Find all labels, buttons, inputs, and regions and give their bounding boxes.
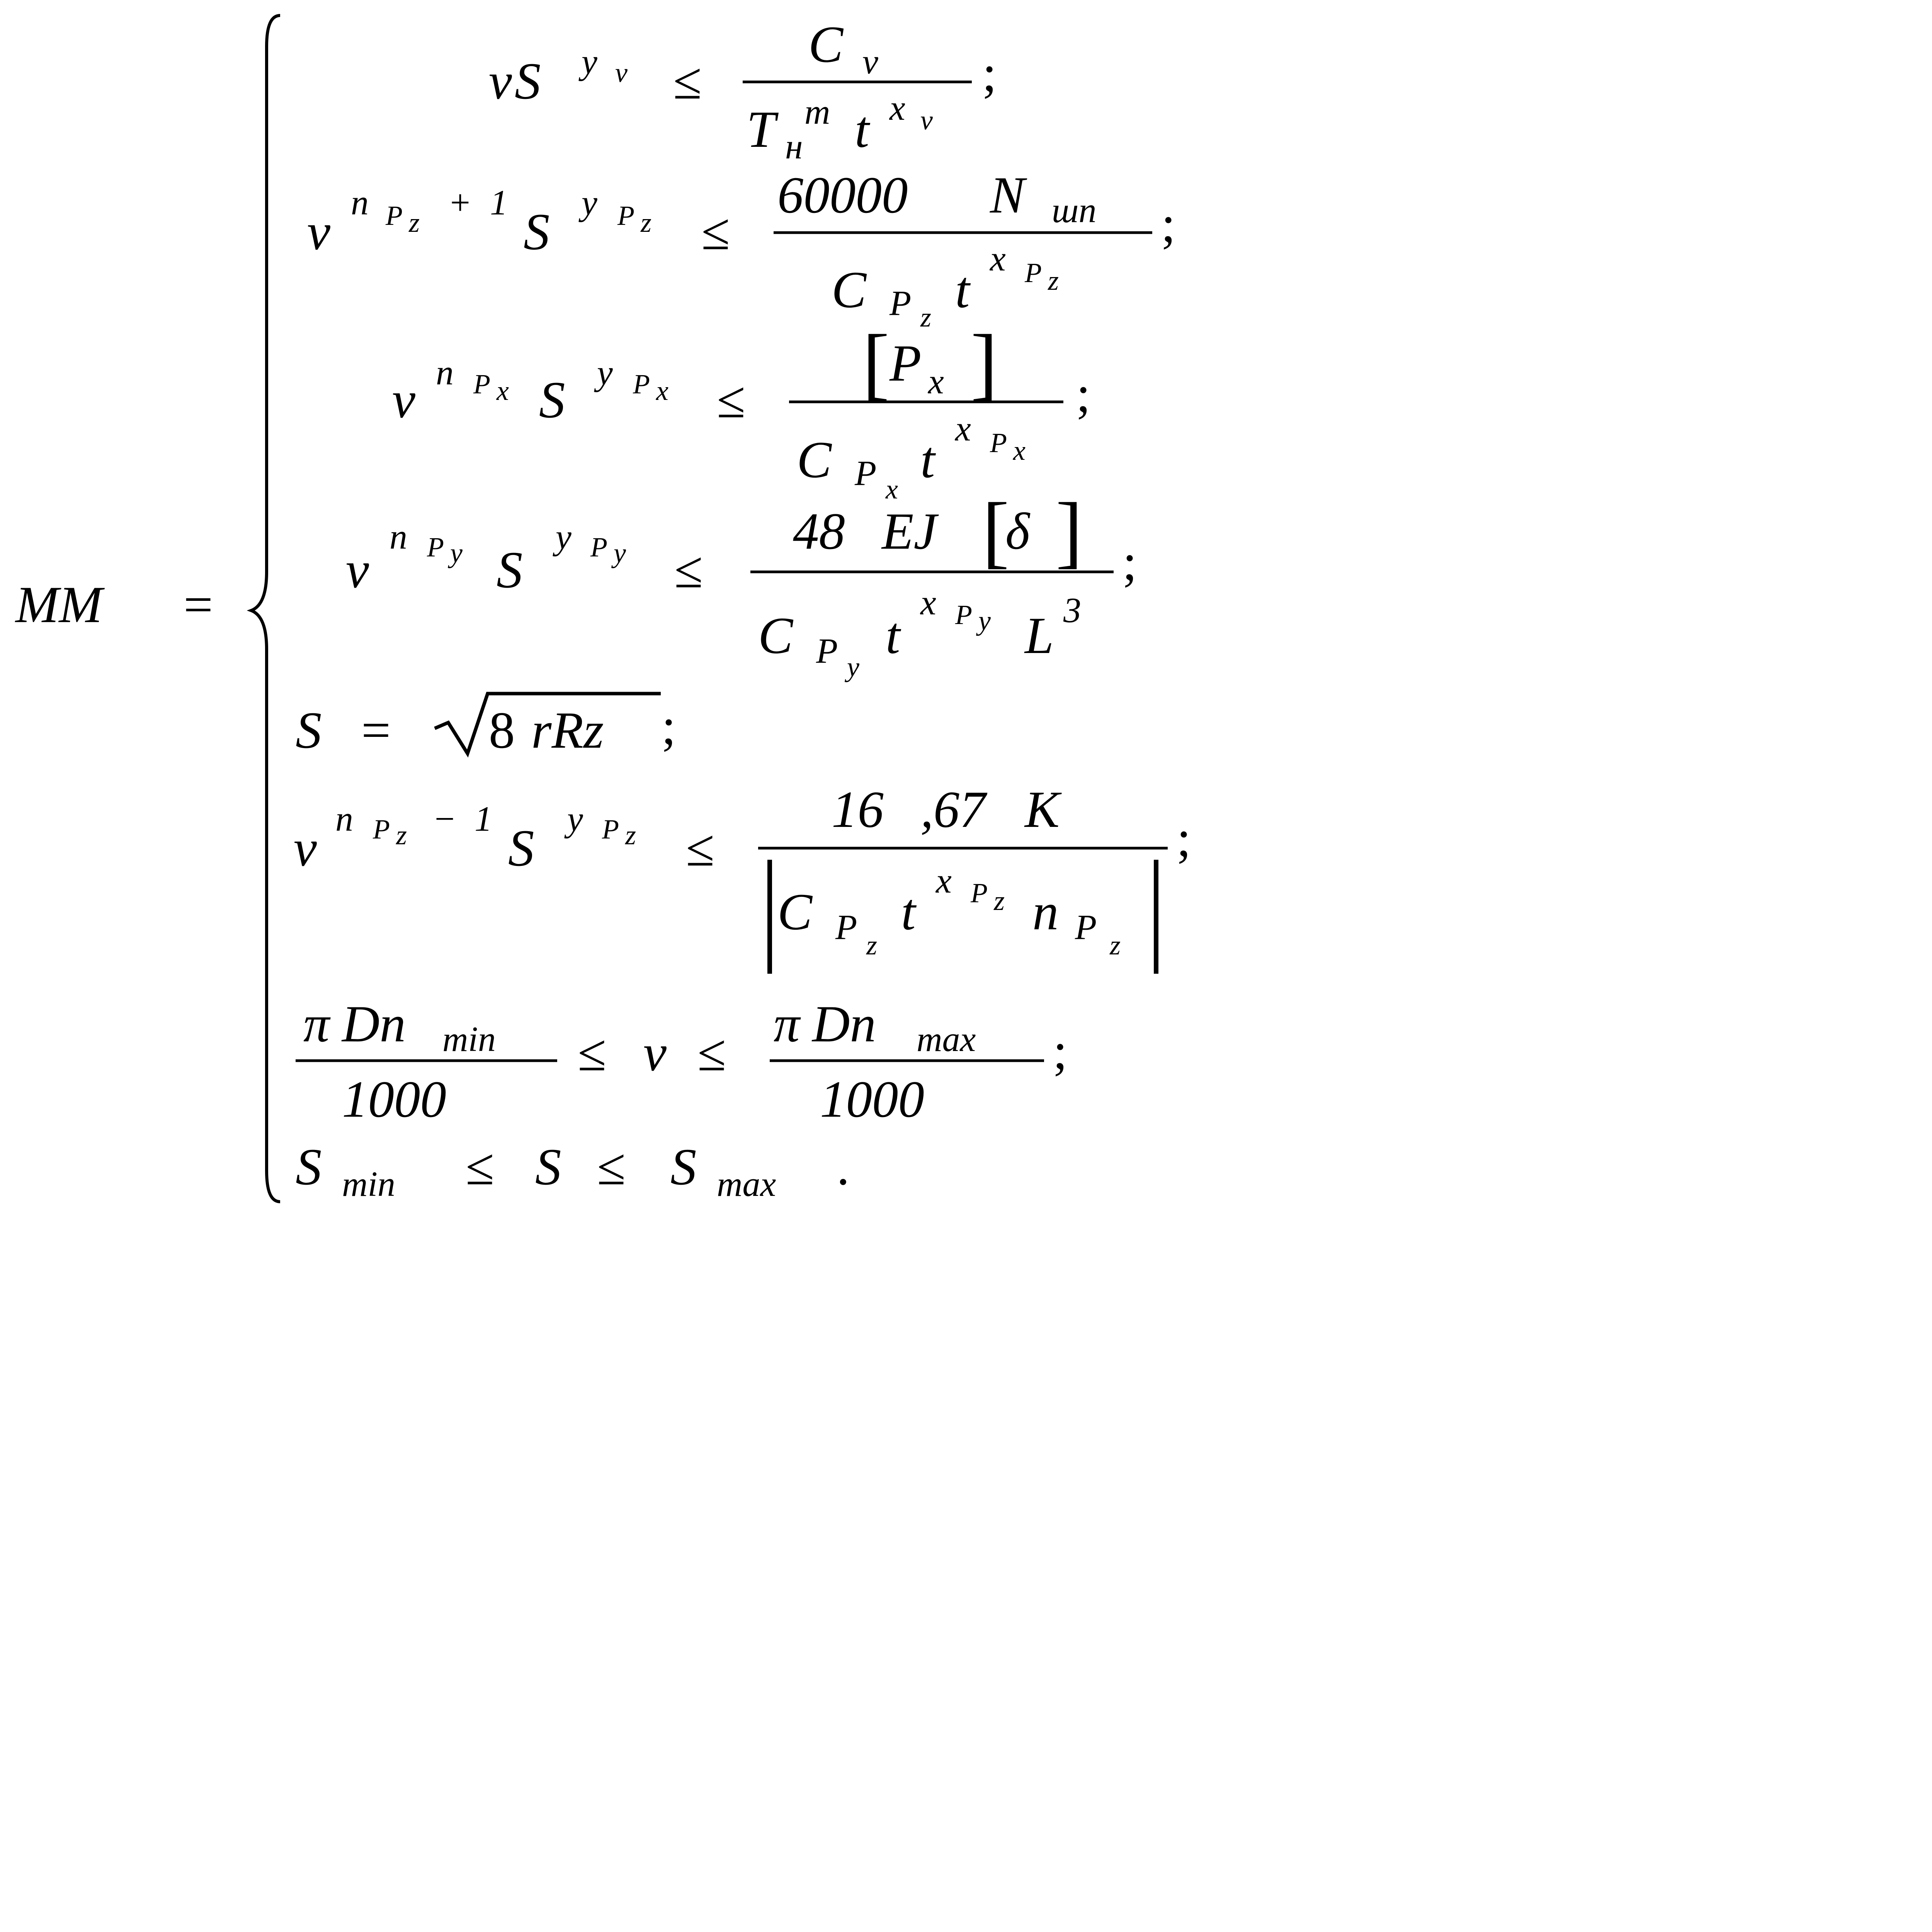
line-feed-range — [296, 1138, 850, 1204]
exp-n: n — [335, 799, 353, 838]
exp-n-sub-p: P — [473, 369, 490, 400]
num-ej: EJ — [882, 503, 937, 560]
den-t-exp-m: m — [804, 92, 830, 131]
exp-y-sub-p: P — [602, 814, 619, 845]
num-c: C — [808, 16, 844, 73]
left-brace — [251, 15, 280, 1202]
var-s: S — [296, 702, 322, 759]
exp-n-sub-p: P — [386, 200, 403, 231]
exp-n: n — [351, 183, 369, 222]
num-delta: δ — [1005, 503, 1030, 560]
exp-y-sub-p: P — [590, 532, 607, 563]
den-c-sub-z: z — [866, 930, 878, 961]
den-exp-x-sub-p: P — [990, 427, 1007, 458]
num-rbracket: ] — [1056, 486, 1083, 576]
line-torque — [294, 781, 1191, 974]
exp-n-sub-z: z — [409, 207, 420, 238]
den-c-sub-p: P — [889, 283, 912, 323]
den-c-sub-z: z — [920, 302, 932, 333]
var-s: S — [524, 203, 550, 261]
leq-sign-2: ≤ — [697, 1024, 726, 1082]
den-exp-x-sub-z: z — [994, 885, 1005, 916]
line-speed-range — [296, 995, 1068, 1128]
exp-n: n — [389, 517, 407, 556]
line-cutting-speed — [489, 16, 997, 166]
exp-n-sub-p: P — [373, 814, 390, 845]
leq-sign-2: ≤ — [597, 1138, 626, 1196]
num-48: 48 — [793, 503, 845, 560]
exp-y-sub-p: P — [633, 369, 650, 400]
den-exp-x-sub-y: y — [978, 605, 991, 636]
right-num-pi: π — [774, 995, 800, 1053]
semicolon: ; — [1122, 534, 1137, 591]
den-exp-x-sub-p: P — [1025, 257, 1042, 288]
den-exp-x: x — [990, 239, 1006, 278]
var-s: S — [535, 1138, 561, 1196]
exp-y: y — [567, 799, 583, 838]
exp-y: y — [582, 42, 597, 81]
den-n-sub-z: z — [1110, 930, 1121, 961]
exp-n-sub-y: y — [450, 537, 463, 568]
exp-n-sub-p: P — [427, 532, 444, 563]
den-c-sub-y: y — [847, 651, 859, 682]
left-num-dn: Dn — [342, 995, 406, 1053]
num-p-sub-x: x — [928, 362, 944, 401]
den-exp-x-sub-v: v — [920, 105, 933, 136]
var-s: S — [497, 541, 523, 599]
left-num-sub-min: min — [442, 1019, 496, 1059]
den-l: L — [1025, 607, 1054, 665]
exp-y: y — [556, 517, 571, 556]
den-t-var: t — [855, 101, 869, 158]
den-t: t — [901, 883, 916, 941]
exp-y-sub-p: P — [617, 200, 634, 231]
exp-one: 1 — [490, 183, 508, 222]
line-deflection — [346, 486, 1137, 682]
var-v: v — [346, 541, 369, 599]
leq-sign: ≤ — [578, 1024, 607, 1082]
right-den-1000: 1000 — [820, 1071, 924, 1128]
period: . — [837, 1138, 850, 1196]
den-c: C — [758, 607, 793, 665]
num-lbracket: [ — [982, 486, 1009, 576]
leq-sign: ≤ — [701, 203, 730, 261]
semicolon: ; — [1177, 810, 1191, 867]
var-s: S — [515, 53, 541, 110]
den-t: t — [886, 607, 900, 665]
var-v: v — [294, 820, 317, 877]
right-num-dn: Dn — [812, 995, 876, 1053]
exp-minus: − — [435, 799, 455, 838]
semicolon: ; — [662, 698, 676, 755]
den-c-sub-p: P — [816, 631, 838, 670]
den-c: C — [832, 261, 867, 319]
var-v: v — [489, 53, 512, 110]
radicand-rrz: rRz — [531, 702, 604, 759]
den-exp-x: x — [955, 409, 971, 448]
num-n-sub-shp: шп — [1052, 190, 1097, 230]
den-exp-x-sub-p: P — [971, 878, 988, 908]
semicolon: ; — [982, 45, 997, 102]
sub-min: min — [342, 1164, 395, 1204]
leq-sign: ≤ — [673, 53, 702, 110]
exp-y-sub-y: y — [614, 537, 626, 568]
semicolon: ; — [1161, 196, 1176, 253]
semicolon: ; — [1053, 1022, 1068, 1080]
exp-one: 1 — [474, 799, 492, 838]
num-k: K — [1025, 781, 1060, 838]
den-exp-x: x — [889, 88, 905, 128]
var-s: S — [508, 820, 534, 877]
num-c-sub-v: v — [862, 42, 878, 81]
exp-y-sub-z: z — [625, 820, 636, 850]
den-c: C — [797, 431, 832, 489]
var-v: v — [307, 203, 330, 261]
left-num-pi: π — [303, 995, 330, 1053]
exp-y: y — [582, 183, 597, 222]
var-v: v — [643, 1024, 667, 1082]
leq-sign: ≤ — [686, 820, 715, 877]
num-60000: 60000 — [777, 167, 908, 224]
radicand-8: 8 — [489, 702, 515, 759]
num-rbracket: ] — [971, 318, 998, 408]
exp-plus: + — [450, 183, 470, 222]
den-exp-x-sub-z: z — [1048, 265, 1059, 296]
den-c-sub-x: x — [886, 474, 898, 505]
den-exp-x: x — [936, 861, 952, 900]
den-n-sub-p: P — [1075, 907, 1097, 947]
line-roughness-feed — [296, 694, 676, 759]
equals-sign: = — [361, 702, 391, 759]
var-s-min: S — [296, 1138, 322, 1196]
exp-y: y — [597, 353, 613, 392]
line-feed-force — [392, 318, 1091, 505]
exp-n-sub-x: x — [497, 375, 509, 406]
den-c-sub-p: P — [855, 453, 877, 493]
num-67: ,67 — [920, 781, 986, 838]
equals-sign: = — [184, 576, 213, 634]
exp-n-sub-z: z — [396, 820, 407, 850]
den-exp-x-sub-p: P — [955, 599, 972, 630]
den-t: T — [747, 101, 776, 158]
var-s-max: S — [670, 1138, 697, 1196]
den-exp-x-sub-x: x — [1013, 435, 1026, 466]
num-16: 16 — [832, 781, 884, 838]
left-den-1000: 1000 — [342, 1071, 446, 1128]
den-t: t — [955, 261, 970, 319]
exp-n: n — [436, 353, 454, 392]
den-exp-x: x — [920, 583, 936, 622]
den-c: C — [777, 883, 813, 941]
den-c-sub-p: P — [835, 907, 857, 947]
var-s: S — [539, 371, 565, 429]
num-lbracket: [ — [862, 318, 889, 408]
leq-sign: ≤ — [674, 541, 703, 599]
leq-sign: ≤ — [717, 371, 746, 429]
sub-max: max — [717, 1164, 776, 1204]
num-n: N — [990, 167, 1025, 224]
exp-y-sub-x: x — [656, 375, 668, 406]
var-v: v — [392, 371, 415, 429]
den-n: n — [1032, 883, 1059, 941]
den-l-exp-3: 3 — [1063, 590, 1081, 630]
leq-sign: ≤ — [466, 1138, 495, 1196]
exp-y-sub-v: v — [615, 57, 628, 88]
right-num-sub-max: max — [917, 1019, 976, 1059]
semicolon: ; — [1076, 366, 1091, 423]
den-t: t — [920, 431, 935, 489]
den-t-sub-n: н — [785, 127, 803, 166]
num-p: P — [889, 335, 922, 392]
exp-y-sub-z: z — [641, 207, 652, 238]
lhs-mm: MM — [15, 576, 102, 634]
line-spindle-power — [307, 167, 1176, 333]
